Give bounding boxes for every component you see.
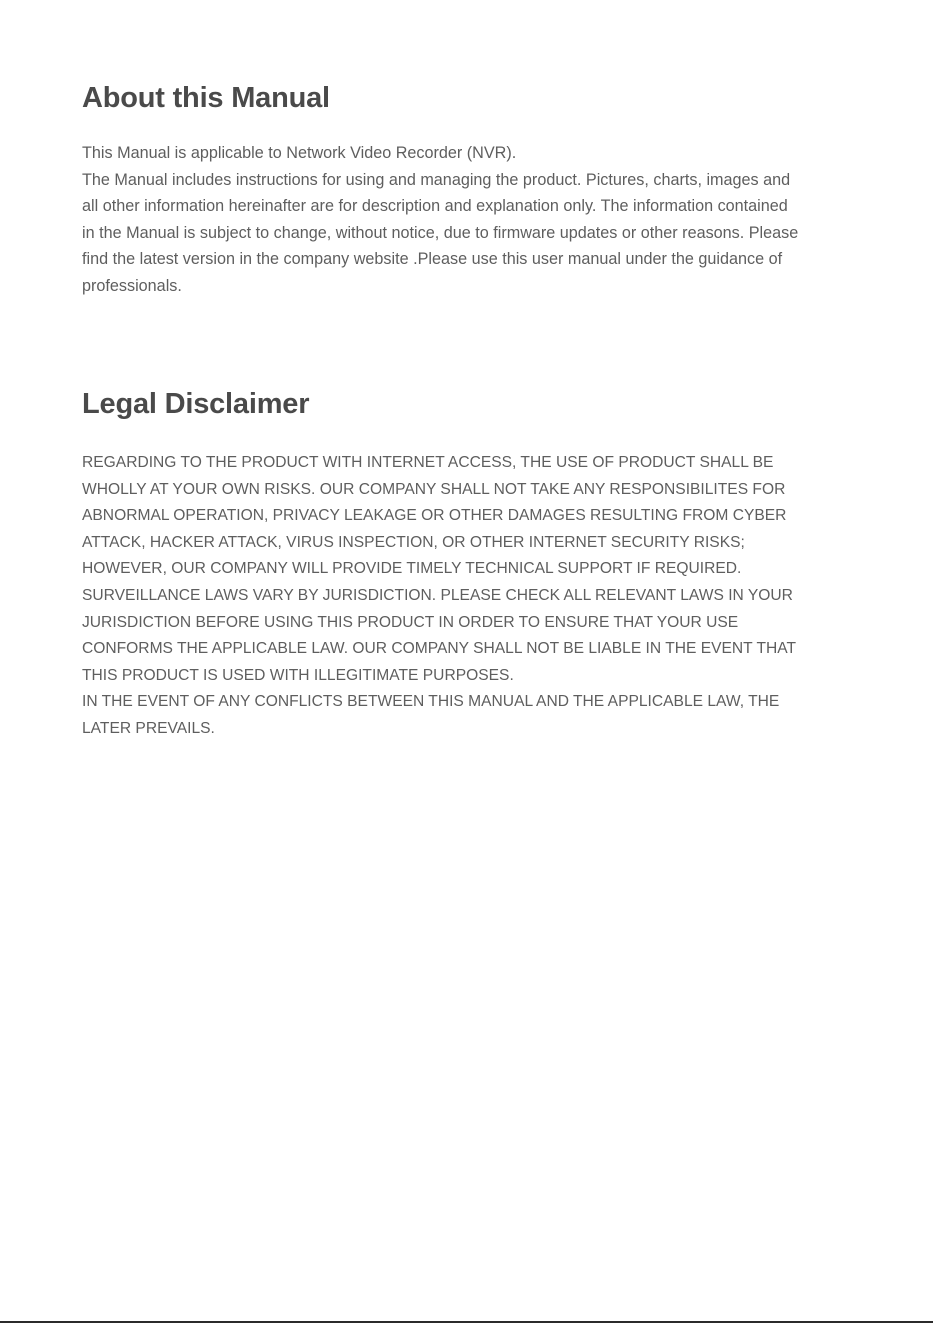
about-section (82, 80, 872, 300)
about-body (82, 140, 872, 300)
bottom-divider (0, 1321, 933, 1323)
legal-line: ABNORMAL OPERATION, PRIVACY LEAKAGE OR OTHER DAMAGES RESULTING FROM CYBER (82, 507, 787, 525)
legal-line: JURISDICTION BEFORE USING THIS PRODUCT IN ORDER TO ENSURE THAT YOUR USE (82, 613, 739, 631)
legal-line: WHOLLY AT YOUR OWN RISKS. OUR COMPANY SHALL NOT TAKE ANY RESPONSIBILITES FOR (82, 480, 786, 498)
legal-line: HOWEVER, OUR COMPANY WILL PROVIDE TIMELY TECHNICAL SUPPORT IF REQUIRED. (82, 560, 742, 578)
about-line: The Manual includes instructions for using and managing the product. Pictures, charts, images and (82, 170, 791, 189)
legal-line: LATER PREVAILS. (82, 719, 215, 737)
about-line: in the Manual is subject to change, without notice, due to firmware updates or other reasons. Please (82, 223, 799, 242)
legal-line: REGARDING TO THE PRODUCT WITH INTERNET ACCESS, THE USE OF PRODUCT SHALL BE (82, 454, 774, 471)
about-line: all other information hereinafter are for description and explanation only. The information contained (82, 197, 788, 216)
legal-line: CONFORMS THE APPLICABLE LAW. OUR COMPANY SHALL NOT BE LIABLE IN THE EVENT THAT (82, 640, 797, 658)
about-heading: About this Manual (82, 82, 330, 114)
legal-section (82, 386, 872, 743)
legal-line: THIS PRODUCT IS USED WITH ILLEGITIMATE PURPOSES. (82, 666, 514, 684)
legal-line: SURVEILLANCE LAWS VARY BY JURISDICTION. PLEASE CHECK ALL RELEVANT LAWS IN YOUR (82, 586, 793, 604)
legal-line: IN THE EVENT OF ANY CONFLICTS BETWEEN THIS MANUAL AND THE APPLICABLE LAW, THE (82, 693, 780, 711)
about-line: This Manual is applicable to Network Video Recorder (NVR). (82, 144, 517, 162)
legal-body (82, 450, 872, 743)
legal-heading: Legal Disclaimer (82, 388, 310, 420)
legal-line: ATTACK, HACKER ATTACK, VIRUS INSPECTION, OR OTHER INTERNET SECURITY RISKS; (82, 533, 745, 551)
about-line: professionals. (82, 276, 182, 295)
about-line: find the latest version in the company website .Please use this user manual under the guidance of (82, 250, 783, 269)
